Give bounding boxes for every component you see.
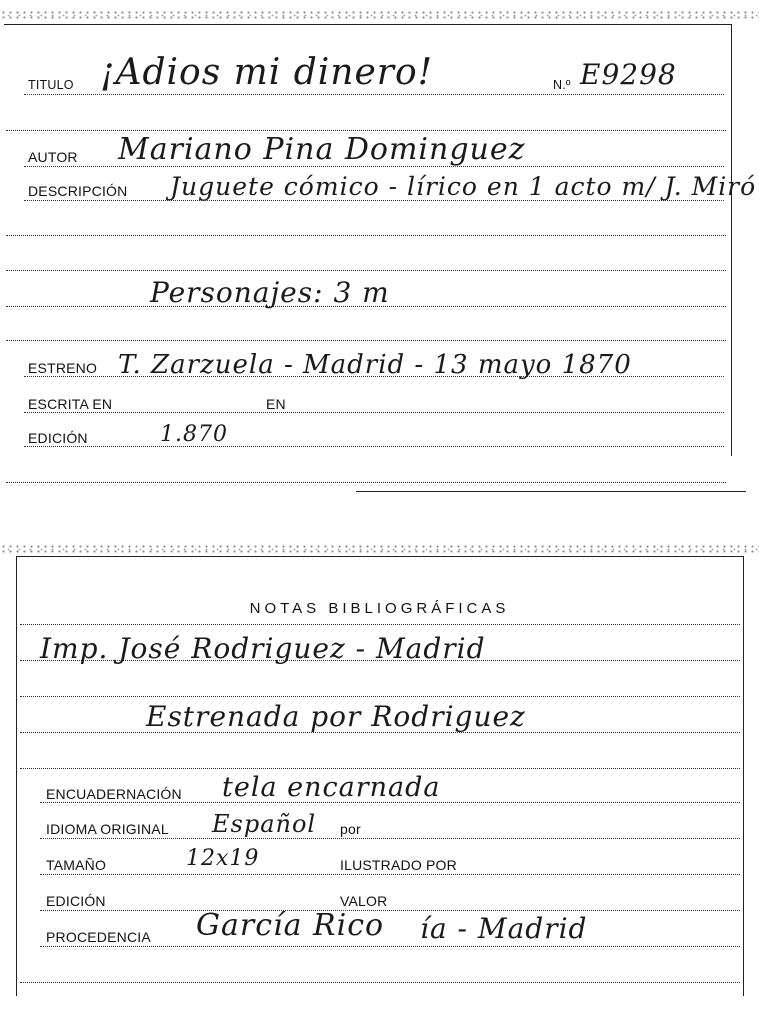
rule-b11 [20,982,740,983]
escrita-en-label: ESCRITA EN [28,396,113,412]
rule-b5 [20,768,740,769]
tamano-label: TAMAÑO [46,857,107,873]
rule-tamano [40,874,740,875]
descripcion-label: DESCRIPCIÓN [28,183,128,199]
autor-label: AUTOR [28,149,78,165]
edicion-value-top: 1.870 [160,422,228,447]
rule-idioma [40,838,740,839]
rule-b1 [20,624,740,625]
autor-value: Mariano Pina Dominguez [118,132,526,167]
personajes-value: Personajes: 3 m [150,276,390,309]
edicion-label-bottom: EDICIÓN [46,893,106,909]
note-line-2: Estrenada por Rodriguez [146,700,526,733]
valor-label: VALOR [340,893,388,909]
rule-procedencia [40,946,740,947]
edicion-label-top: EDICIÓN [28,430,88,446]
middle-edge-texture [0,544,759,554]
rule-edicion-b [40,910,740,911]
descripcion-value: Juguete cómico - lírico en 1 acto m/ J. Miró [170,172,757,201]
rule-2 [6,130,726,131]
top-edge-texture [0,10,759,20]
rule-5 [6,235,726,236]
numero-value: E9298 [580,58,677,91]
rule-edicion [24,446,724,447]
rule-bottom [6,482,726,483]
encuadernacion-value: tela encarnada [222,772,441,803]
estreno-label: ESTRENO [28,360,98,376]
notas-bibliograficas-title: NOTAS BIBLIOGRÁFICAS [249,600,510,617]
note-line-1: Imp. José Rodriguez - Madrid [40,632,486,665]
procedencia-label: PROCEDENCIA [46,929,151,945]
procedencia-value-2: ía - Madrid [420,912,588,945]
encuadernacion-label: ENCUADERNACIÓN [46,786,182,802]
ilustrado-label: ILUSTRADO POR [340,857,457,873]
estreno-value: T. Zarzuela - Madrid - 13 mayo 1870 [118,350,632,380]
numero-label: N.º [553,78,571,92]
por-label: por [340,821,361,837]
en-label: EN [266,396,286,412]
rule-6 [6,270,726,271]
card-top-bottom-edge [356,491,746,492]
rule-b3 [20,696,740,697]
titulo-value: ¡Adios mi dinero! [100,52,434,93]
procedencia-value: García Rico [196,908,385,943]
rule-titulo [24,94,724,95]
tamano-value: 12x19 [186,846,260,871]
titulo-label: TITULO [28,78,74,92]
idioma-label: IDIOMA ORIGINAL [46,821,169,837]
rule-8 [6,340,726,341]
idioma-value: Español [212,810,317,838]
rule-escrita [24,412,724,413]
